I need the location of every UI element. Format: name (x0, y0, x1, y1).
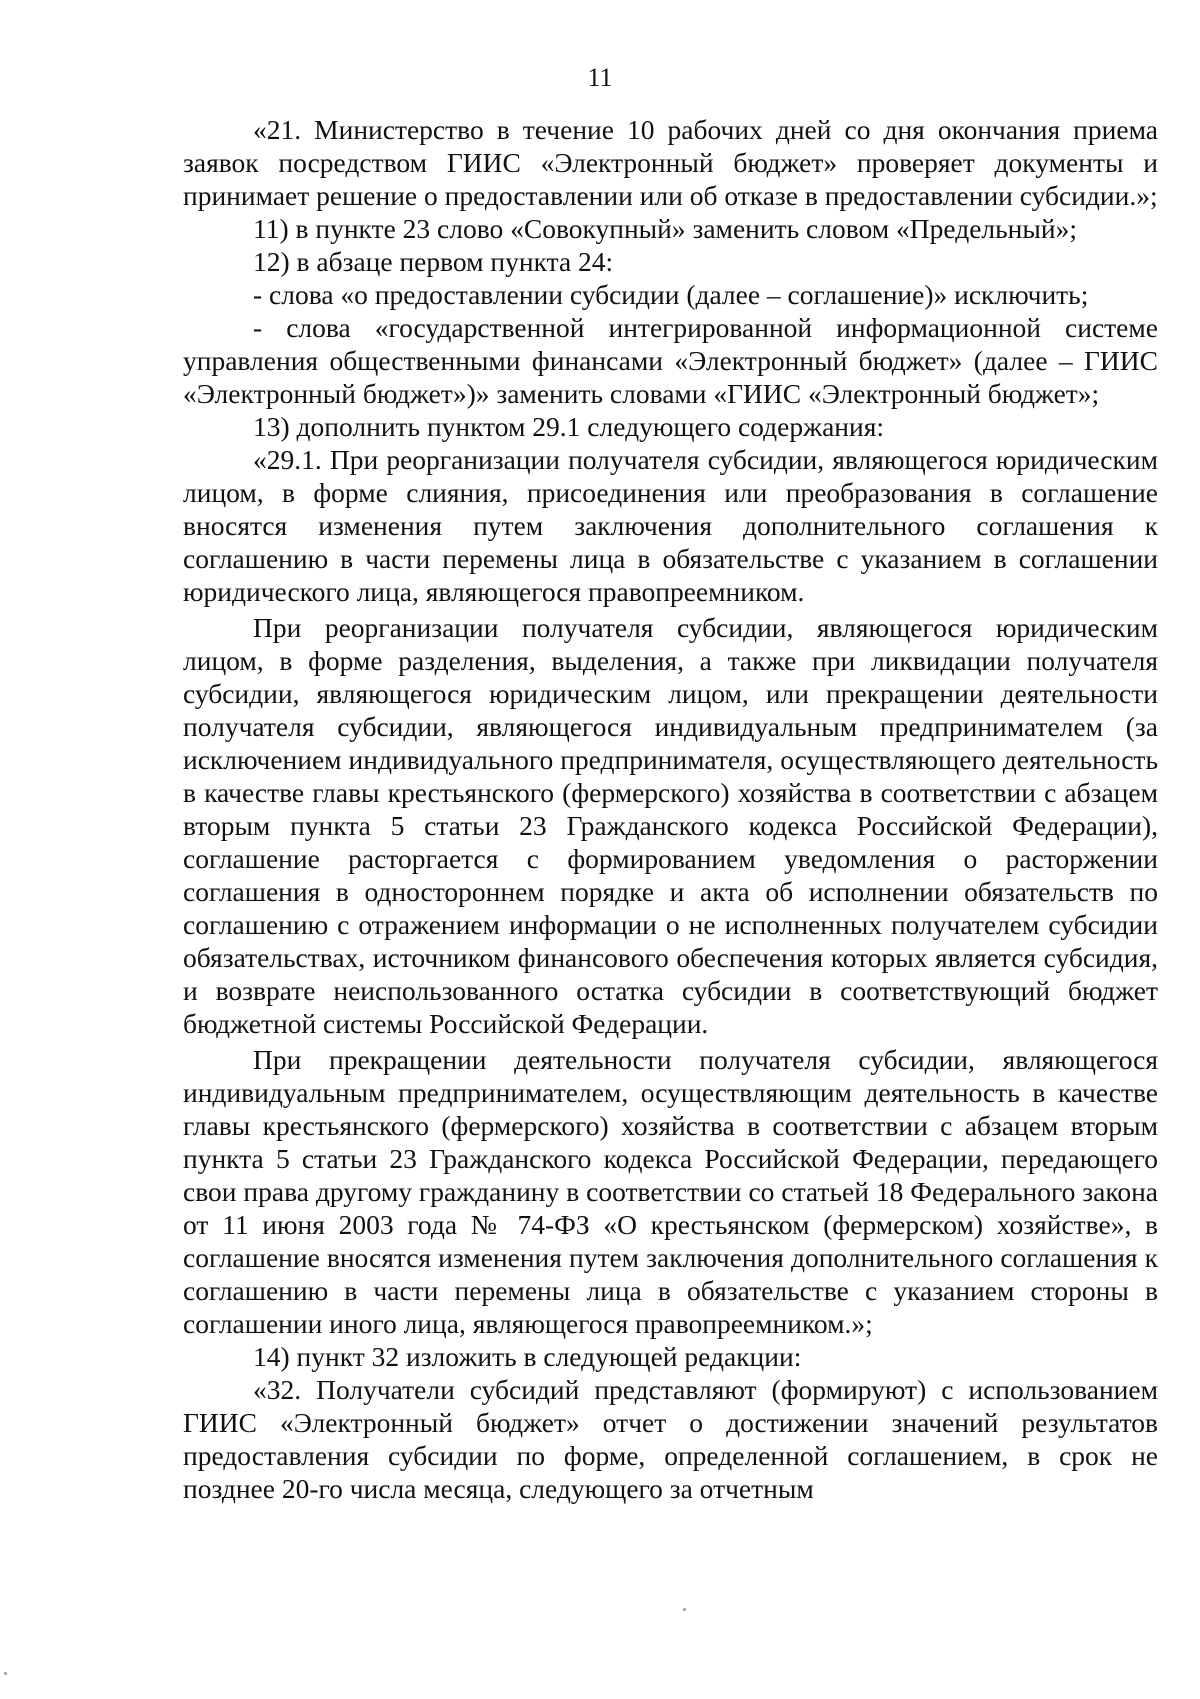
amendment-item-12: 12) в абзаце первом пункта 24: (253, 246, 614, 277)
amendment-item-13: 13) дополнить пунктом 29.1 следующего содержания: (253, 411, 885, 442)
amendment-item-12-dash-2: - слова «государственной интегрированной информационной системе управления общественными финансами «Электронный бюджет» (далее – ГИИС «Электронный бюджет»)» заменить словами «ГИИС «Электронный бюджет»; (183, 312, 1158, 409)
scan-speck (4, 1672, 7, 1675)
paragraph-29-1-farm-head: При прекращении деятельности получателя субсидии, являющегося индивидуальным предпринимателем, осуществляющим деятельность в качестве главы крестьянского (фермерского) хозяйства в соответствии с абзацем вторым пункта 5 статьи 23 Гражданского кодекса Российской Федерации, передающего свои права другому гражданину в соответствии со статьей 18 Федерального закона от 11 июня 2003 года № 74-ФЗ «О крестьянском (фермерском) хозяйстве», в соглашение вносятся изменения путем заключения дополнительного соглашения к соглашению в части перемены лица в обязательстве с указанием стороны в соглашении иного лица, являющегося правопреемником.»; (183, 1044, 1158, 1339)
page-number: 11 (587, 63, 613, 92)
scan-speck (683, 1608, 686, 1611)
paragraph-29-1-reorganization: При реорганизации получателя субсидии, являющегося юридическим лицом, в форме разделения, выделения, а также при ликвидации получателя субсидии, являющегося юридическим лицом, или прекращении деятельности получателя субсидии, являющегося индивидуальным предпринимателем (за исключением индивидуального предпринимателя, осуществляющего деятельность в качестве главы крестьянского (фермерского) хозяйства в соответствии с абзацем вторым пункта 5 статьи 23 Гражданского кодекса Российской Федерации), соглашение расторгается с формированием уведомления о расторжении соглашения в одностороннем порядке и акта об исполнении обязательств по соглашению с отражением информации о не исполненных получателем субсидии обязательствах, источником финансового обеспечения которых является субсидия, и возврате неиспользованного остатка субсидии в соответствующий бюджет бюджетной системы Российской Федерации. (183, 612, 1158, 1039)
paragraph-21: «21. Министерство в течение 10 рабочих дней со дня окончания приема заявок посредством ГИИС «Электронный бюджет» проверяет документы и принимает решение о предоставлении или об отказе в предоставлении субсидии.»; (183, 114, 1158, 211)
amendment-item-12-dash-1: - слова «о предоставлении субсидии (далее – соглашение)» исключить; (253, 279, 1089, 310)
document-body (183, 113, 1158, 1505)
paragraph-29-1: «29.1. При реорганизации получателя субсидии, являющегося юридическим лицом, в форме слияния, присоединения или преобразования в соглашение вносятся изменения путем заключения дополнительного соглашения к соглашению в части перемены лица в обязательстве с указанием в соглашении юридического лица, являющегося правопреемником. (183, 444, 1158, 607)
amendment-item-14: 14) пункт 32 изложить в следующей редакции: (253, 1341, 802, 1372)
paragraph-32: «32. Получатели субсидий представляют (формируют) с использованием ГИИС «Электронный бюджет» отчет о достижении значений результатов предоставления субсидии по форме, определенной соглашением, в срок не позднее 20-го числа месяца, следующего за отчетным (183, 1374, 1158, 1504)
amendment-item-11: 11) в пункте 23 слово «Совокупный» заменить словом «Предельный»; (253, 213, 1077, 244)
